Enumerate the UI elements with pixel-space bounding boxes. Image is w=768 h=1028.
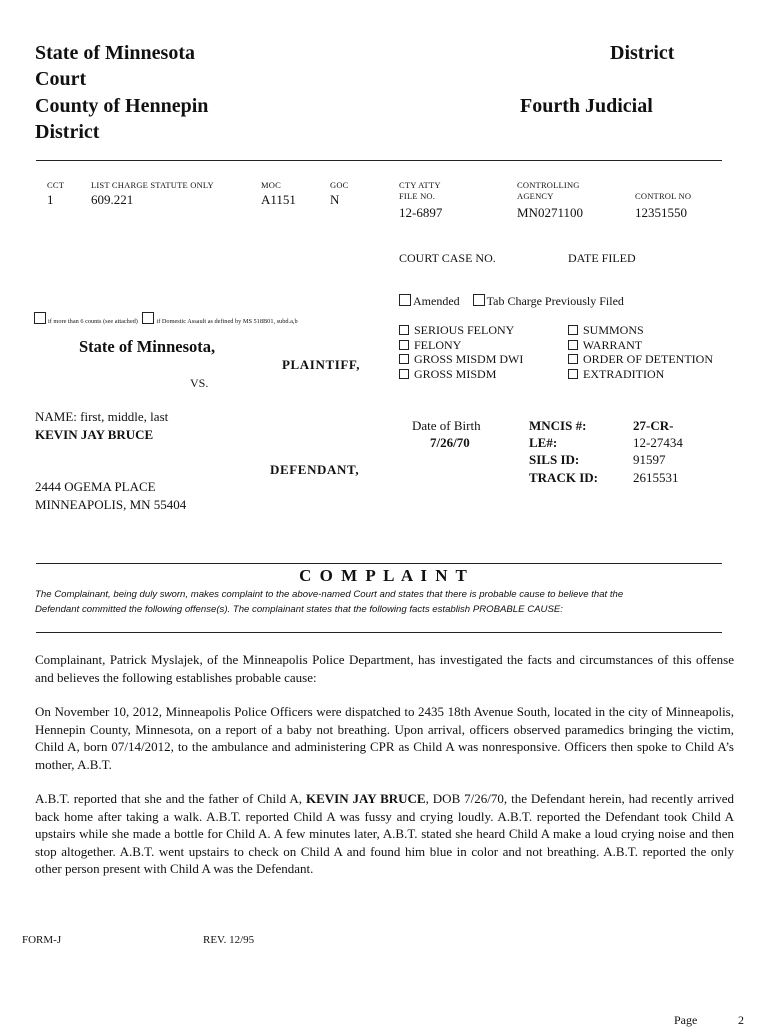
cty-atty-value: 12-6897 <box>399 205 443 220</box>
form-id: FORM-J <box>22 934 62 946</box>
county-heading: County of Hennepin <box>35 95 209 117</box>
gross-misdm-dwi-checkbox[interactable] <box>399 354 409 364</box>
sils-value: 91597 <box>633 452 666 467</box>
felony-checkbox[interactable] <box>399 340 409 350</box>
warrant-label: WARRANT <box>582 338 643 352</box>
agency-label-1: CONTROLLING <box>517 180 580 190</box>
statute-value: 609.221 <box>91 192 134 207</box>
district-heading-2: District <box>35 121 100 143</box>
serious-felony-label: SERIOUS FELONY <box>414 323 515 337</box>
agency-value: MN0271100 <box>517 205 583 220</box>
complaint-title: C O M P L A I N T <box>299 566 469 585</box>
order-of-detention-label: ORDER OF DETENTION <box>583 352 713 366</box>
paragraph-1: Complainant, Patrick Myslajek, of the Minneapolis Police Department, has investigated the facts and circumstances of this offense and believes the following establishes probable cause: <box>35 652 734 685</box>
le-value: 12-27434 <box>633 435 683 450</box>
dob-label: Date of Birth <box>412 418 481 433</box>
serious-felony-checkbox[interactable] <box>399 325 409 335</box>
intro-line-1: The Complainant, being duly sworn, makes complaint to the above-named Court and states that there is probable cause to believe that the <box>35 589 624 600</box>
sils-label: SILS ID: <box>529 452 580 467</box>
paragraph-3-defendant: KEVIN JAY BRUCE <box>305 791 426 806</box>
control-label: CONTROL NO <box>635 191 692 201</box>
amended-row <box>399 294 624 308</box>
district-heading-1: District <box>610 42 675 64</box>
plaintiff-label: PLAINTIFF, <box>282 357 361 372</box>
defendant-name: KEVIN JAY BRUCE <box>35 427 154 442</box>
domestic-assault-checkbox[interactable] <box>142 312 154 324</box>
paragraph-3 <box>35 790 734 878</box>
goc-label: GOC <box>330 180 349 190</box>
date-filed-label: DATE FILED <box>568 251 636 265</box>
cty-atty-label-2: FILE NO. <box>399 191 436 201</box>
complaint-intro <box>35 587 735 617</box>
page-number: 2 <box>738 1013 744 1027</box>
paragraph-2: On November 10, 2012, Minneapolis Police Officers were dispatched to 2435 18th Avenue South, located in the city of Minneapolis, Hennepin County, Minnesota, on a report of a baby not breathing. Upon arrival, officers observed paramedics bringing the victim, Child A, born 07/14/2012, to the ambulance and administering CPR as Child A was nonresponsive. Officers then spoke to Child A’s mother, A.B.T. <box>35 704 734 772</box>
agency-label-2: AGENCY <box>517 191 554 201</box>
checkbox-right-3[interactable] <box>568 352 713 366</box>
summons-checkbox[interactable] <box>568 325 578 335</box>
gross-misdm-dwi-label: GROSS MISDM DWI <box>414 352 524 366</box>
form-revision: REV. 12/95 <box>203 934 255 946</box>
gross-misdm-checkbox[interactable] <box>399 369 409 379</box>
checkbox-right-1[interactable] <box>568 323 644 337</box>
track-label: TRACK ID: <box>529 470 598 485</box>
control-value: 12351550 <box>635 205 687 220</box>
state-heading: State of Minnesota <box>35 42 195 64</box>
amended-checkbox[interactable] <box>399 294 411 306</box>
mncis-label: MNCIS #: <box>529 418 587 433</box>
checkbox-right-2[interactable] <box>568 338 642 352</box>
defendant-label: DEFENDANT, <box>270 462 360 477</box>
plaintiff-name: State of Minnesota, <box>79 337 216 356</box>
dob-value: 7/26/70 <box>430 435 470 450</box>
court-heading: Court <box>35 68 87 90</box>
cty-atty-label-1: CTY ATTY <box>399 180 441 190</box>
tab-charge-checkbox[interactable] <box>473 294 485 306</box>
mncis-value: 27-CR- <box>633 418 674 433</box>
felony-label: FELONY <box>414 338 462 352</box>
judicial-heading: Fourth Judicial <box>520 95 653 117</box>
extradition-label: EXTRADITION <box>583 367 665 381</box>
amended-label: Amended <box>413 294 460 308</box>
vs-label: VS. <box>190 376 209 390</box>
name-label: NAME: first, middle, last <box>35 409 169 424</box>
goc-value: N <box>330 192 340 207</box>
complaint-top-rule <box>36 563 722 564</box>
cct-value: 1 <box>47 192 54 207</box>
track-value: 2615531 <box>633 470 679 485</box>
intro-line-2: Defendant committed the following offense(s). The complainant states that the following facts establish PROBABLE CAUSE: <box>35 604 563 615</box>
moc-value: A1151 <box>261 192 296 207</box>
le-label: LE#: <box>529 435 558 450</box>
page-label: Page <box>674 1013 698 1027</box>
domestic-assault-note: if Domestic Assault as defined by MS 518B01, subd.a,b <box>156 318 298 325</box>
more-counts-note: if more than 6 counts (see attached) <box>48 318 138 325</box>
more-counts-checkbox[interactable] <box>34 312 46 324</box>
checkbox-left-3[interactable] <box>399 352 523 366</box>
court-case-label: COURT CASE NO. <box>399 251 496 265</box>
paragraph-3-part-b: , DOB 7/26/70, the Defendant herein, had recently arrived back home after taking a walk. A.B.T. reported Child A was fussy and crying loudly. A.B.T. reported the Defendant took Child A upstairs while she made a bottle for Child A. A few minutes later, A.B.T. stated she heard Child A make a loud crying noise and then stop altogether. A.B.T. went upstairs to check on Child A and found him blue in color and not breathing. A.B.T. reported the only other person present with Child A was the Defendant. <box>35 791 735 876</box>
paragraph-3-part-a: A.B.T. reported that she and the father of Child A, <box>35 791 306 806</box>
cct-label: CCT <box>47 180 65 190</box>
address-line-2: MINNEAPOLIS, MN 55404 <box>35 497 187 512</box>
address-line-1: 2444 OGEMA PLACE <box>35 479 156 494</box>
complaint-bottom-rule <box>36 632 722 633</box>
counts-notes <box>34 312 298 326</box>
summons-label: SUMMONS <box>583 323 644 337</box>
checkbox-left-4[interactable] <box>399 367 496 381</box>
checkbox-left-1[interactable] <box>399 323 514 337</box>
tab-charge-label: Tab Charge Previously Filed <box>486 294 624 308</box>
extradition-checkbox[interactable] <box>568 369 578 379</box>
moc-label: MOC <box>261 180 281 190</box>
checkbox-left-2[interactable] <box>399 338 461 352</box>
header-rule <box>36 160 722 161</box>
order-of-detention-checkbox[interactable] <box>568 354 578 364</box>
gross-misdm-label: GROSS MISDM <box>414 367 497 381</box>
warrant-checkbox[interactable] <box>568 340 578 350</box>
statute-label: LIST CHARGE STATUTE ONLY <box>91 180 214 190</box>
checkbox-right-4[interactable] <box>568 367 664 381</box>
